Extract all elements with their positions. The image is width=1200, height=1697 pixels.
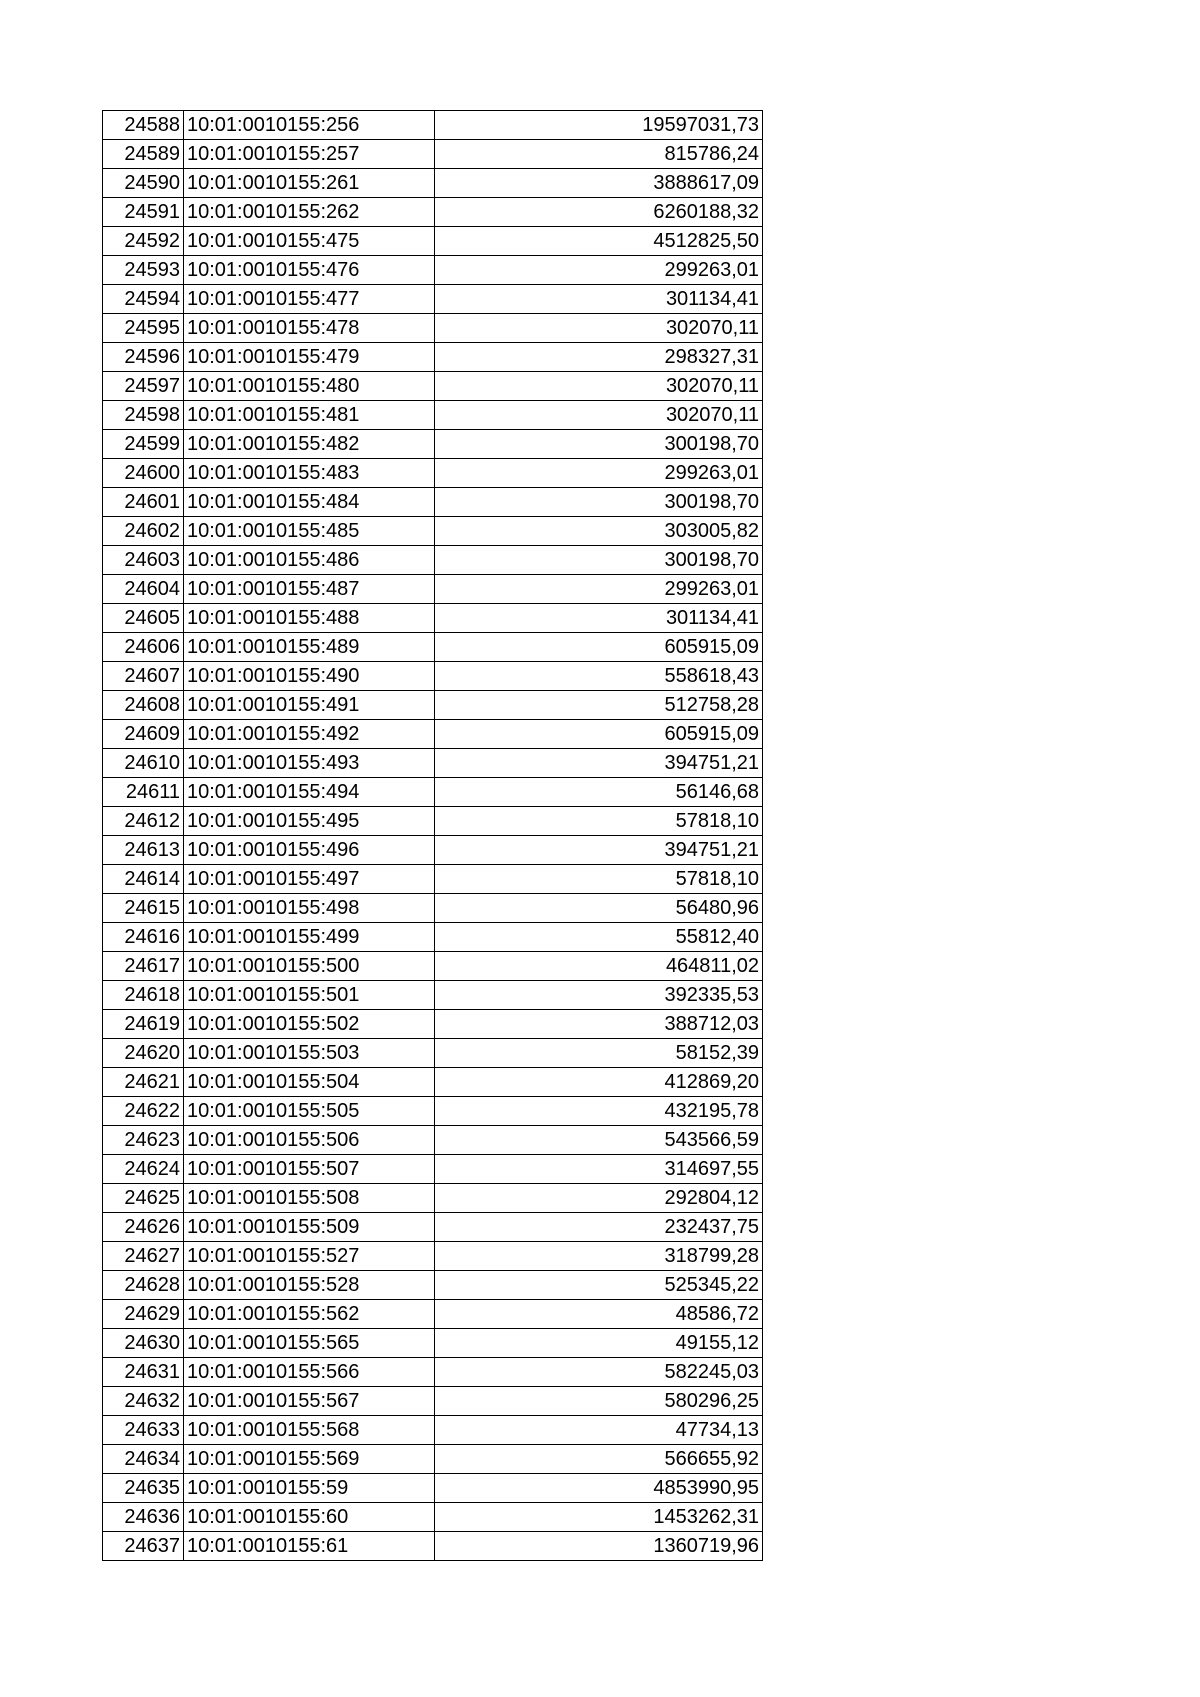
- value-cell: 582245,03: [435, 1358, 763, 1387]
- cadastral-number-cell: 10:01:0010155:485: [184, 517, 435, 546]
- table-row: [103, 256, 763, 285]
- value-cell: 580296,25: [435, 1387, 763, 1416]
- value-cell: 299263,01: [435, 256, 763, 285]
- table-row: [103, 865, 763, 894]
- row-number-cell: 24609: [103, 720, 184, 749]
- cadastral-number-cell: 10:01:0010155:562: [184, 1300, 435, 1329]
- cadastral-number-cell: 10:01:0010155:61: [184, 1532, 435, 1561]
- value-cell: 232437,75: [435, 1213, 763, 1242]
- table-row: [103, 1010, 763, 1039]
- row-number-cell: 24593: [103, 256, 184, 285]
- cadastral-number-cell: 10:01:0010155:59: [184, 1474, 435, 1503]
- table-row: [103, 923, 763, 952]
- row-number-cell: 24617: [103, 952, 184, 981]
- value-cell: 392335,53: [435, 981, 763, 1010]
- table-row: [103, 1126, 763, 1155]
- value-cell: 605915,09: [435, 720, 763, 749]
- value-cell: 300198,70: [435, 546, 763, 575]
- row-number-cell: 24602: [103, 517, 184, 546]
- table-row: [103, 1213, 763, 1242]
- row-number-cell: 24604: [103, 575, 184, 604]
- table-row: [103, 459, 763, 488]
- row-number-cell: 24599: [103, 430, 184, 459]
- table-row: [103, 691, 763, 720]
- value-cell: 57818,10: [435, 865, 763, 894]
- table-row: [103, 1155, 763, 1184]
- row-number-cell: 24630: [103, 1329, 184, 1358]
- value-cell: 4853990,95: [435, 1474, 763, 1503]
- row-number-cell: 24597: [103, 372, 184, 401]
- row-number-cell: 24614: [103, 865, 184, 894]
- table-row: [103, 894, 763, 923]
- cadastral-number-cell: 10:01:0010155:492: [184, 720, 435, 749]
- table-row: [103, 662, 763, 691]
- row-number-cell: 24612: [103, 807, 184, 836]
- value-cell: 394751,21: [435, 749, 763, 778]
- table-row: [103, 1184, 763, 1213]
- row-number-cell: 24635: [103, 1474, 184, 1503]
- cadastral-number-cell: 10:01:0010155:499: [184, 923, 435, 952]
- row-number-cell: 24615: [103, 894, 184, 923]
- row-number-cell: 24595: [103, 314, 184, 343]
- table-row: [103, 1474, 763, 1503]
- value-cell: 566655,92: [435, 1445, 763, 1474]
- value-cell: 558618,43: [435, 662, 763, 691]
- cadastral-number-cell: 10:01:0010155:496: [184, 836, 435, 865]
- value-cell: 318799,28: [435, 1242, 763, 1271]
- cadastral-number-cell: 10:01:0010155:507: [184, 1155, 435, 1184]
- row-number-cell: 24605: [103, 604, 184, 633]
- cadastral-number-cell: 10:01:0010155:495: [184, 807, 435, 836]
- row-number-cell: 24607: [103, 662, 184, 691]
- cadastral-number-cell: 10:01:0010155:503: [184, 1039, 435, 1068]
- cadastral-number-cell: 10:01:0010155:257: [184, 140, 435, 169]
- value-cell: 302070,11: [435, 314, 763, 343]
- value-cell: 605915,09: [435, 633, 763, 662]
- cadastral-number-cell: 10:01:0010155:60: [184, 1503, 435, 1532]
- row-number-cell: 24590: [103, 169, 184, 198]
- row-number-cell: 24626: [103, 1213, 184, 1242]
- table-row: [103, 1387, 763, 1416]
- table-row: [103, 1358, 763, 1387]
- cadastral-number-cell: 10:01:0010155:498: [184, 894, 435, 923]
- cadastral-number-cell: 10:01:0010155:509: [184, 1213, 435, 1242]
- table-row: [103, 198, 763, 227]
- value-cell: 412869,20: [435, 1068, 763, 1097]
- row-number-cell: 24618: [103, 981, 184, 1010]
- table-row: [103, 604, 763, 633]
- row-number-cell: 24628: [103, 1271, 184, 1300]
- value-cell: 56146,68: [435, 778, 763, 807]
- cadastral-number-cell: 10:01:0010155:481: [184, 401, 435, 430]
- cadastral-number-cell: 10:01:0010155:489: [184, 633, 435, 662]
- cadastral-number-cell: 10:01:0010155:501: [184, 981, 435, 1010]
- table-row: [103, 343, 763, 372]
- row-number-cell: 24598: [103, 401, 184, 430]
- value-cell: 299263,01: [435, 459, 763, 488]
- table-row: [103, 1271, 763, 1300]
- row-number-cell: 24619: [103, 1010, 184, 1039]
- row-number-cell: 24637: [103, 1532, 184, 1561]
- value-cell: 388712,03: [435, 1010, 763, 1039]
- table-row: [103, 981, 763, 1010]
- cadastral-number-cell: 10:01:0010155:477: [184, 285, 435, 314]
- cadastral-number-cell: 10:01:0010155:493: [184, 749, 435, 778]
- value-cell: 302070,11: [435, 372, 763, 401]
- row-number-cell: 24623: [103, 1126, 184, 1155]
- cadastral-number-cell: 10:01:0010155:565: [184, 1329, 435, 1358]
- table-row: [103, 836, 763, 865]
- row-number-cell: 24611: [103, 778, 184, 807]
- value-cell: 543566,59: [435, 1126, 763, 1155]
- cadastral-number-cell: 10:01:0010155:569: [184, 1445, 435, 1474]
- cadastral-number-cell: 10:01:0010155:494: [184, 778, 435, 807]
- cadastral-number-cell: 10:01:0010155:478: [184, 314, 435, 343]
- cadastral-number-cell: 10:01:0010155:476: [184, 256, 435, 285]
- table-row: [103, 1532, 763, 1561]
- cadastral-number-cell: 10:01:0010155:484: [184, 488, 435, 517]
- cadastral-number-cell: 10:01:0010155:479: [184, 343, 435, 372]
- cadastral-number-cell: 10:01:0010155:566: [184, 1358, 435, 1387]
- cadastral-number-cell: 10:01:0010155:487: [184, 575, 435, 604]
- value-cell: 314697,55: [435, 1155, 763, 1184]
- table-row: [103, 111, 763, 140]
- row-number-cell: 24589: [103, 140, 184, 169]
- value-cell: 55812,40: [435, 923, 763, 952]
- value-cell: 301134,41: [435, 285, 763, 314]
- row-number-cell: 24616: [103, 923, 184, 952]
- cadastral-number-cell: 10:01:0010155:256: [184, 111, 435, 140]
- row-number-cell: 24594: [103, 285, 184, 314]
- cadastral-number-cell: 10:01:0010155:482: [184, 430, 435, 459]
- value-cell: 464811,02: [435, 952, 763, 981]
- table-row: [103, 1097, 763, 1126]
- cadastral-number-cell: 10:01:0010155:528: [184, 1271, 435, 1300]
- table-row: [103, 952, 763, 981]
- table-row: [103, 169, 763, 198]
- table-body: [103, 111, 763, 1561]
- row-number-cell: 24620: [103, 1039, 184, 1068]
- row-number-cell: 24606: [103, 633, 184, 662]
- table-row: [103, 1416, 763, 1445]
- table-row: [103, 1242, 763, 1271]
- value-cell: 525345,22: [435, 1271, 763, 1300]
- cadastral-number-cell: 10:01:0010155:508: [184, 1184, 435, 1213]
- cadastral-number-cell: 10:01:0010155:488: [184, 604, 435, 633]
- value-cell: 49155,12: [435, 1329, 763, 1358]
- cadastral-number-cell: 10:01:0010155:497: [184, 865, 435, 894]
- table-row: [103, 778, 763, 807]
- row-number-cell: 24592: [103, 227, 184, 256]
- value-cell: 301134,41: [435, 604, 763, 633]
- cadastral-number-cell: 10:01:0010155:506: [184, 1126, 435, 1155]
- table-row: [103, 401, 763, 430]
- row-number-cell: 24622: [103, 1097, 184, 1126]
- value-cell: 299263,01: [435, 575, 763, 604]
- table-row: [103, 575, 763, 604]
- cadastral-number-cell: 10:01:0010155:504: [184, 1068, 435, 1097]
- row-number-cell: 24601: [103, 488, 184, 517]
- cadastral-number-cell: 10:01:0010155:480: [184, 372, 435, 401]
- row-number-cell: 24610: [103, 749, 184, 778]
- value-cell: 300198,70: [435, 488, 763, 517]
- value-cell: 302070,11: [435, 401, 763, 430]
- value-cell: 56480,96: [435, 894, 763, 923]
- value-cell: 1453262,31: [435, 1503, 763, 1532]
- cadastral-number-cell: 10:01:0010155:486: [184, 546, 435, 575]
- row-number-cell: 24625: [103, 1184, 184, 1213]
- value-cell: 19597031,73: [435, 111, 763, 140]
- value-cell: 4512825,50: [435, 227, 763, 256]
- cadastral-number-cell: 10:01:0010155:490: [184, 662, 435, 691]
- table-row: [103, 227, 763, 256]
- table-row: [103, 372, 763, 401]
- table-row: [103, 1503, 763, 1532]
- value-cell: 432195,78: [435, 1097, 763, 1126]
- value-cell: 3888617,09: [435, 169, 763, 198]
- row-number-cell: 24636: [103, 1503, 184, 1532]
- cadastral-number-cell: 10:01:0010155:500: [184, 952, 435, 981]
- table-row: [103, 633, 763, 662]
- table-row: [103, 546, 763, 575]
- row-number-cell: 24629: [103, 1300, 184, 1329]
- cadastral-number-cell: 10:01:0010155:483: [184, 459, 435, 488]
- row-number-cell: 24631: [103, 1358, 184, 1387]
- row-number-cell: 24588: [103, 111, 184, 140]
- cadastral-number-cell: 10:01:0010155:475: [184, 227, 435, 256]
- value-cell: 300198,70: [435, 430, 763, 459]
- cadastral-number-cell: 10:01:0010155:262: [184, 198, 435, 227]
- table-row: [103, 430, 763, 459]
- row-number-cell: 24633: [103, 1416, 184, 1445]
- row-number-cell: 24627: [103, 1242, 184, 1271]
- table-row: [103, 749, 763, 778]
- value-cell: 6260188,32: [435, 198, 763, 227]
- table-row: [103, 1329, 763, 1358]
- row-number-cell: 24600: [103, 459, 184, 488]
- value-cell: 47734,13: [435, 1416, 763, 1445]
- table-row: [103, 1445, 763, 1474]
- row-number-cell: 24613: [103, 836, 184, 865]
- row-number-cell: 24624: [103, 1155, 184, 1184]
- value-cell: 815786,24: [435, 140, 763, 169]
- table-row: [103, 720, 763, 749]
- value-cell: 58152,39: [435, 1039, 763, 1068]
- value-cell: 1360719,96: [435, 1532, 763, 1561]
- row-number-cell: 24591: [103, 198, 184, 227]
- row-number-cell: 24634: [103, 1445, 184, 1474]
- cadastral-number-cell: 10:01:0010155:527: [184, 1242, 435, 1271]
- cadastral-number-cell: 10:01:0010155:567: [184, 1387, 435, 1416]
- value-cell: 512758,28: [435, 691, 763, 720]
- row-number-cell: 24632: [103, 1387, 184, 1416]
- table-row: [103, 1300, 763, 1329]
- cadastral-number-cell: 10:01:0010155:491: [184, 691, 435, 720]
- row-number-cell: 24596: [103, 343, 184, 372]
- row-number-cell: 24603: [103, 546, 184, 575]
- table-row: [103, 517, 763, 546]
- value-cell: 394751,21: [435, 836, 763, 865]
- value-cell: 57818,10: [435, 807, 763, 836]
- table-row: [103, 1068, 763, 1097]
- row-number-cell: 24621: [103, 1068, 184, 1097]
- cadastral-number-cell: 10:01:0010155:261: [184, 169, 435, 198]
- value-cell: 292804,12: [435, 1184, 763, 1213]
- table-row: [103, 1039, 763, 1068]
- table-row: [103, 140, 763, 169]
- row-number-cell: 24608: [103, 691, 184, 720]
- cadastral-number-cell: 10:01:0010155:505: [184, 1097, 435, 1126]
- table-row: [103, 285, 763, 314]
- table-row: [103, 807, 763, 836]
- data-table: [102, 110, 763, 1561]
- value-cell: 298327,31: [435, 343, 763, 372]
- value-cell: 48586,72: [435, 1300, 763, 1329]
- table-row: [103, 488, 763, 517]
- cadastral-number-cell: 10:01:0010155:568: [184, 1416, 435, 1445]
- value-cell: 303005,82: [435, 517, 763, 546]
- cadastral-number-cell: 10:01:0010155:502: [184, 1010, 435, 1039]
- table-row: [103, 314, 763, 343]
